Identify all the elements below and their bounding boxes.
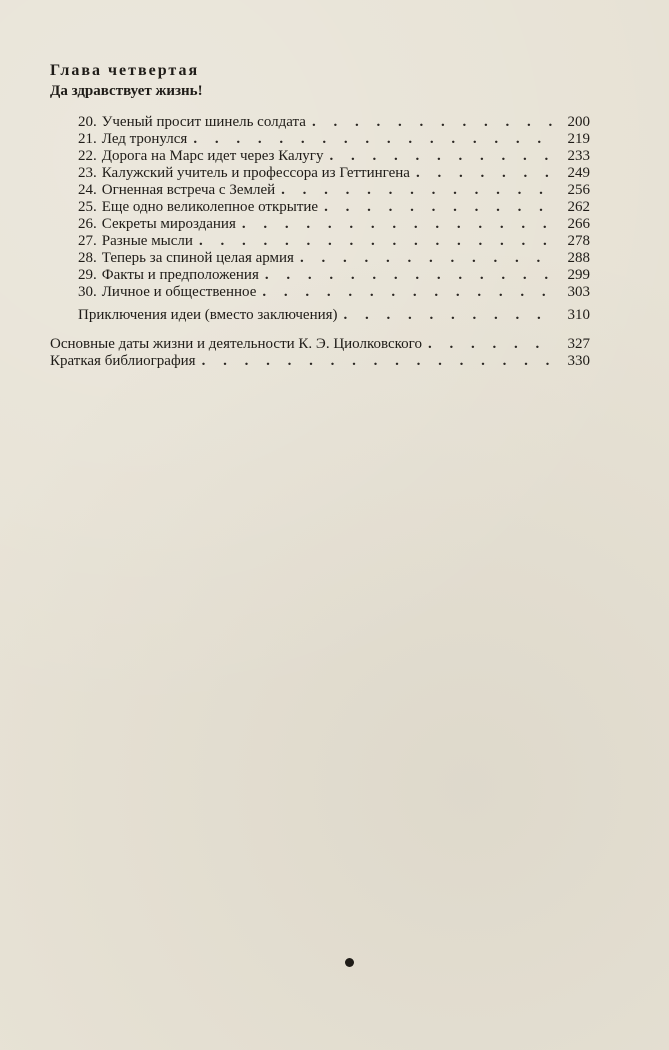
entry-title: Огненная встреча с Землей xyxy=(101,182,276,198)
toc-entry-appendix xyxy=(50,336,590,353)
entry-page: 278 xyxy=(567,233,590,249)
entry-page: 327 xyxy=(567,336,590,352)
dot-leader xyxy=(193,131,554,148)
table-of-contents xyxy=(50,62,590,370)
entry-page: 266 xyxy=(567,216,590,232)
entry-number: 30. xyxy=(78,284,97,300)
entry-title: Еще одно великолепное открытие xyxy=(101,199,319,215)
entry-number: 27. xyxy=(78,233,97,249)
entry-page: 256 xyxy=(567,182,590,198)
dot-leader xyxy=(199,233,554,250)
chapter-title: Да здравствует жизнь! xyxy=(50,83,203,99)
dot-leader xyxy=(324,199,554,216)
dot-leader xyxy=(344,307,554,324)
dot-leader xyxy=(262,284,554,301)
entry-number: 21. xyxy=(78,131,97,147)
entry-title: Краткая библиография xyxy=(50,353,196,369)
entry-page: 249 xyxy=(567,165,590,181)
entry-title: Факты и предположения xyxy=(101,267,259,283)
toc-entry xyxy=(50,233,590,250)
toc-entry xyxy=(50,165,590,182)
toc-entry xyxy=(50,284,590,301)
entry-title: Основные даты жизни и деятельности К. Э. Циолковского xyxy=(50,336,422,352)
entry-title: Ученый просит шинель солдата xyxy=(101,114,306,130)
entry-title: Личное и общественное xyxy=(101,284,257,300)
dot-leader xyxy=(428,336,554,353)
entry-title: Разные мысли xyxy=(101,233,193,249)
entry-page: 262 xyxy=(567,199,590,215)
entry-page: 303 xyxy=(567,284,590,300)
page-dot-mark xyxy=(345,958,354,967)
entry-page: 200 xyxy=(567,114,590,130)
entry-number: 28. xyxy=(78,250,97,266)
toc-entry xyxy=(50,131,590,148)
entry-page: 233 xyxy=(567,148,590,164)
entry-number: 23. xyxy=(78,165,97,181)
dot-leader xyxy=(416,165,554,182)
dot-leader xyxy=(202,353,554,370)
entry-page: 219 xyxy=(567,131,590,147)
toc-entry-epilogue xyxy=(50,307,590,324)
entry-page: 330 xyxy=(567,353,590,369)
toc-entry xyxy=(50,199,590,216)
chapter-label: Глава четвертая xyxy=(50,62,200,79)
toc-entry xyxy=(50,114,590,131)
dot-leader xyxy=(265,267,554,284)
entry-page: 310 xyxy=(567,307,590,323)
dot-leader xyxy=(300,250,554,267)
toc-entry-appendix xyxy=(50,353,590,370)
toc-entry xyxy=(50,267,590,284)
entry-title: Дорога на Марс идет через Калугу xyxy=(101,148,324,164)
toc-entry xyxy=(50,148,590,165)
entry-title: Теперь за спиной целая армия xyxy=(101,250,294,266)
entry-title: Секреты мироздания xyxy=(101,216,236,232)
entry-title: Приключения идеи (вместо заключения) xyxy=(78,307,338,323)
entry-number: 29. xyxy=(78,267,97,283)
entry-number: 26. xyxy=(78,216,97,232)
dot-leader xyxy=(242,216,554,233)
toc-entry xyxy=(50,250,590,267)
entry-number: 25. xyxy=(78,199,97,215)
dot-leader xyxy=(312,114,554,131)
entry-title: Калужский учитель и профессора из Геттингена xyxy=(101,165,410,181)
entry-number: 20. xyxy=(78,114,97,130)
entry-number: 24. xyxy=(78,182,97,198)
toc-entry xyxy=(50,216,590,233)
entry-title: Лед тронулся xyxy=(101,131,188,147)
dot-leader xyxy=(281,182,554,199)
dot-leader xyxy=(329,148,554,165)
toc-entry xyxy=(50,182,590,199)
entry-page: 288 xyxy=(567,250,590,266)
entry-page: 299 xyxy=(567,267,590,283)
entry-number: 22. xyxy=(78,148,97,164)
